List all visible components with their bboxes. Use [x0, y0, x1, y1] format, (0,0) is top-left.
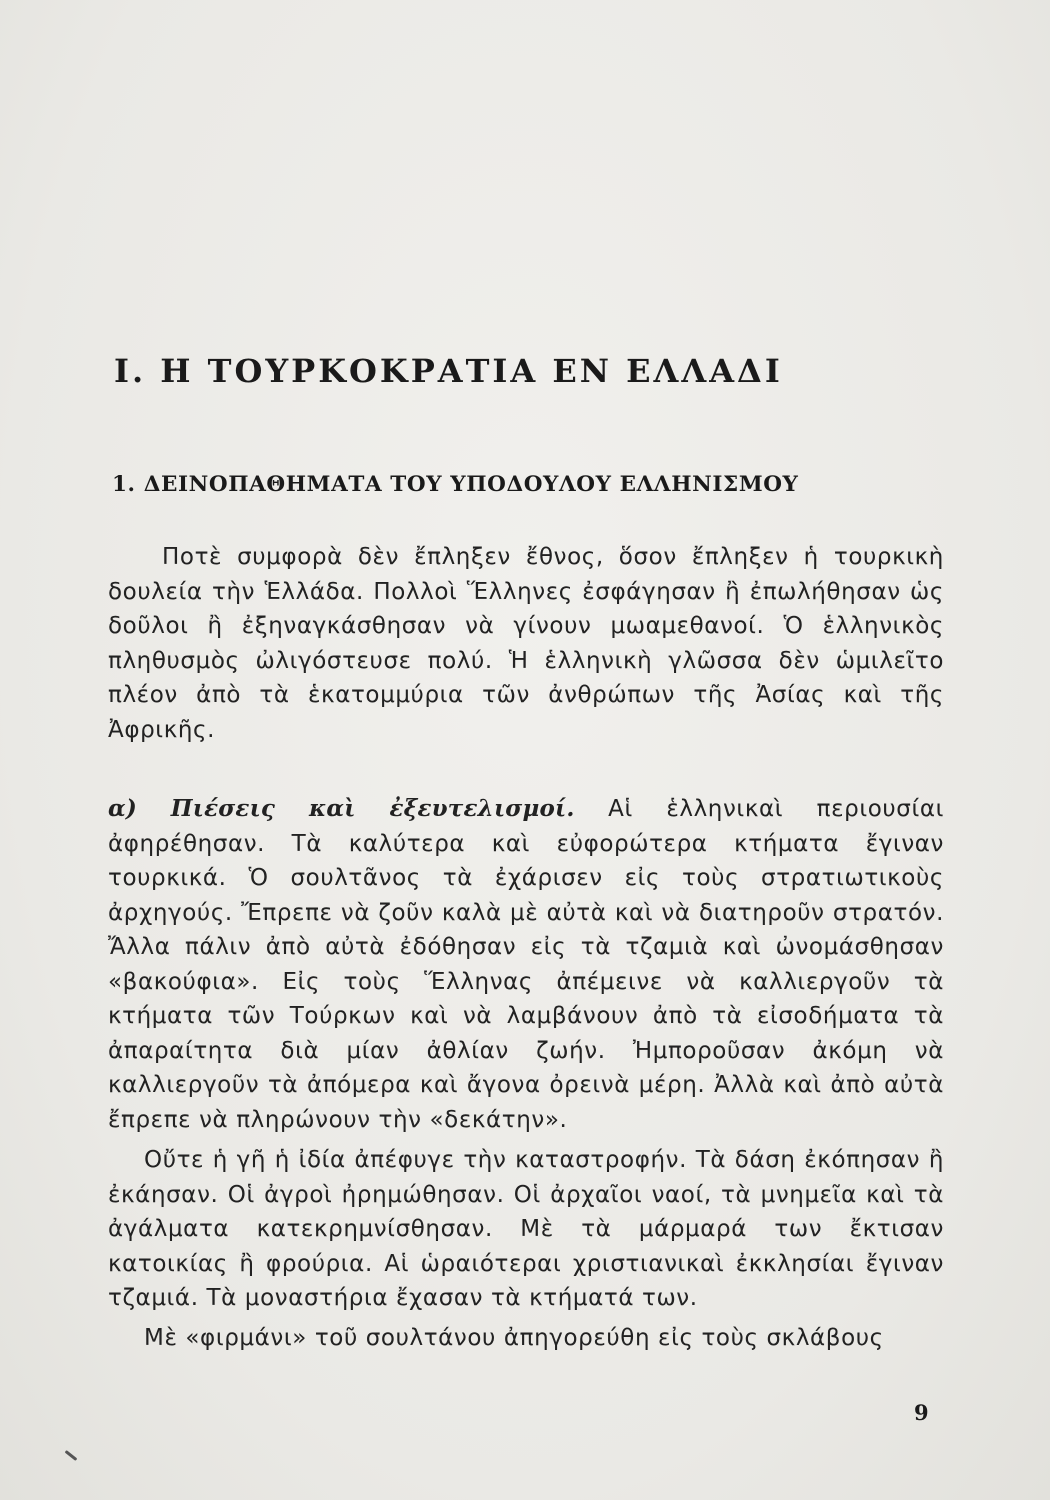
scan-mark	[65, 1450, 78, 1461]
paragraph-2-subheading: α) Πιέσεις καὶ ἐξευτελισμοί.	[108, 795, 575, 822]
paragraph-2	[108, 792, 944, 1137]
paragraph-3: Οὔτε ἡ γῆ ἡ ἰδία ἀπέφυγε τὴν καταστροφήν. Τὰ δάση ἐκόπησαν ἢ ἐκάησαν. Οἱ ἀγροὶ ἠρημώθησαν. Οἱ ἀρχαῖοι ναοί, τὰ μνημεῖα καὶ τὰ ἀγάλματα κατεκρημνίσθησαν. Μὲ τὰ μάρμαρά των ἔκτισαν κατοικίας ἢ φρούρια. Αἱ ὡραιότεραι χριστιανικαὶ ἐκκλησίαι ἔγιναν τζαμιά. Τὰ μοναστήρια ἔχασαν τὰ κτήματά των.	[108, 1147, 944, 1311]
paragraph-1: Ποτὲ συμφορὰ δὲν ἔπληξεν ἔθνος, ὅσον ἔπληξεν ἡ τουρκικὴ δουλεία τὴν Ἑλλάδα. Πολλοὶ Ἕλληνες ἐσφάγησαν ἢ ἐπωλήθησαν ὡς δοῦλοι ἢ ἐξηναγκάσθησαν νὰ γίνουν μωαμεθανοί. Ὁ ἑλληνικὸς πληθυσμὸς ὠλιγόστευσε πολύ. Ἡ ἑλληνικὴ γλῶσσα δὲν ὡμιλεῖτο πλέον ἀπὸ τὰ ἑκατομμύρια τῶν ἀνθρώπων τῆς Ἀσίας καὶ τῆς Ἀφρικῆς.	[108, 544, 944, 743]
paragraph-2-text: Αἱ ἑλληνικαὶ περιουσίαι ἀφηρέθησαν. Τὰ καλύτερα καὶ εὐφορώτερα κτήματα ἔγιναν τουρκικά. Ὁ σουλτᾶνος τὰ ἐχάρισεν εἰς τοὺς στρατιωτικοὺς ἀρχηγούς. Ἔπρεπε νὰ ζοῦν καλὰ μὲ αὐτὰ καὶ νὰ διατηροῦν στρατόν. Ἄλλα πάλιν ἀπὸ αὐτὰ ἐδόθησαν εἰς τὰ τζαμιὰ καὶ ὠνομάσθησαν «βακούφια». Εἰς τοὺς Ἕλληνας ἀπέμεινε νὰ καλλιεργοῦν τὰ κτήματα τῶν Τούρκων καὶ νὰ λαμβάνουν ἀπὸ τὰ εἰσοδήματα τὰ ἀπαραίτητα διὰ μίαν ἀθλίαν ζωήν. Ἠμποροῦσαν ἀκόμη νὰ καλλιεργοῦν τὰ ἀπόμερα καὶ ἄγονα ὀρεινὰ μέρη. Ἀλλὰ καὶ ἀπὸ αὐτὰ ἔπρεπε νὰ πληρώνουν τὴν «δεκάτην».	[108, 796, 944, 1133]
page-number: 9	[914, 1400, 929, 1425]
section-title: 1. ΔΕΙΝΟΠΑΘΗΜΑΤΑ ΤΟΥ ΥΠΟΔΟΥΛΟΥ ΕΛΛΗΝΙΣΜΟΥ	[112, 472, 799, 497]
chapter-title: I. Η ΤΟΥΡΚΟΚΡΑΤΙΑ ΕΝ ΕΛΛΑΔΙ	[114, 352, 783, 390]
paragraph-4: Μὲ «φιρμάνι» τοῦ σουλτάνου ἀπηγορεύθη εἰς τοὺς σκλάβους	[144, 1325, 884, 1351]
